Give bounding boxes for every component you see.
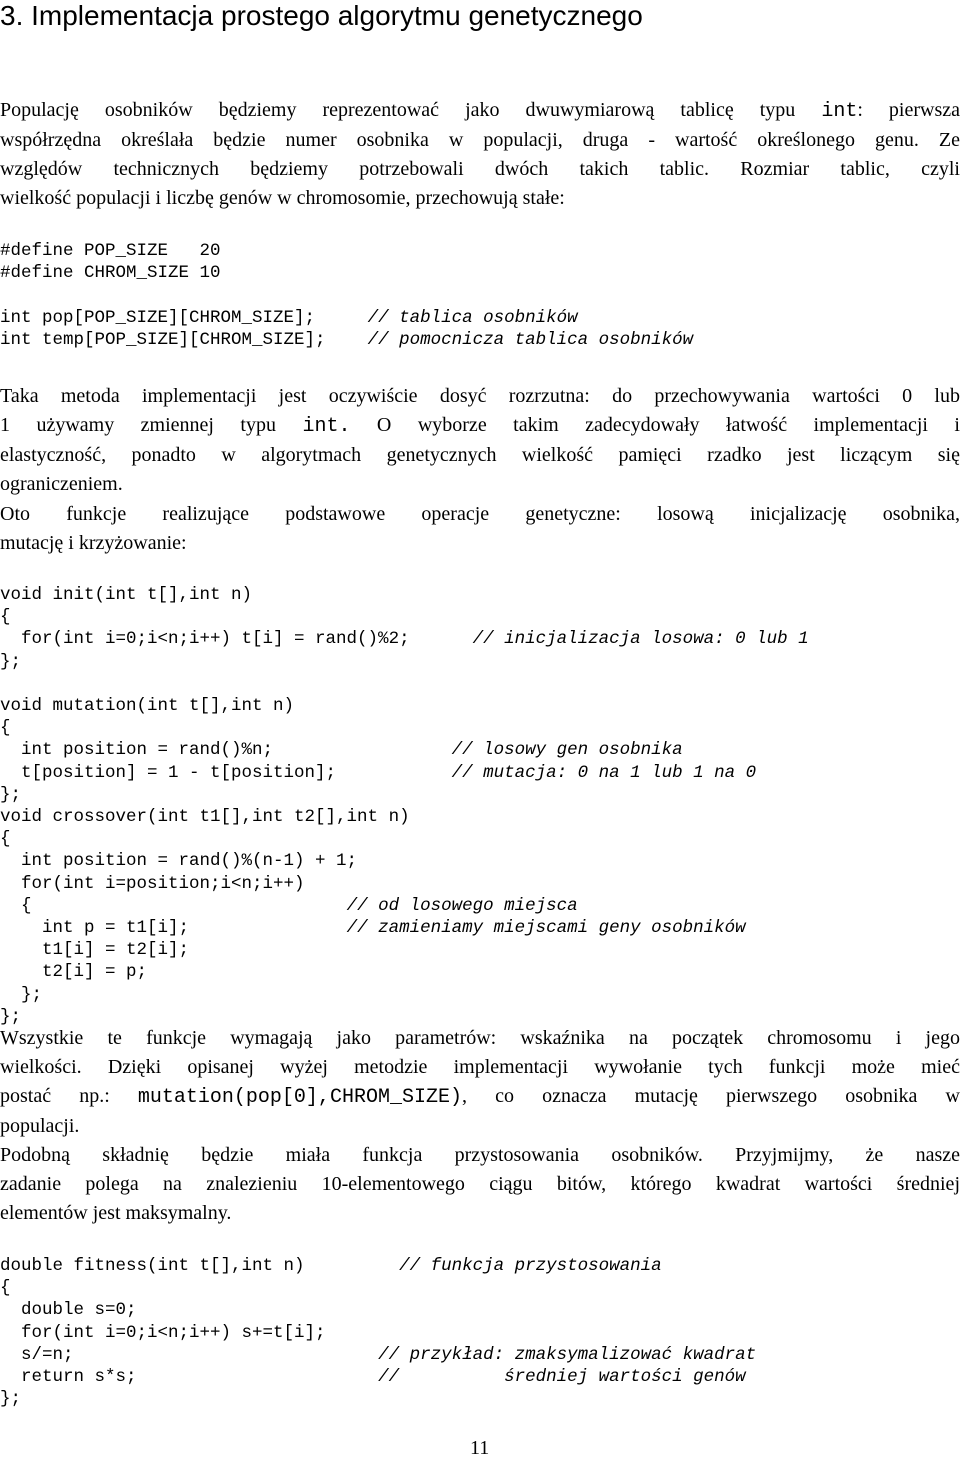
code-text: for(int i=0;i<n;i++) t[i] = rand()%2; [0,629,473,650]
text-line [0,411,960,441]
code-text: int p = t1[i]; [0,918,347,939]
code-line: double s=0; [0,1300,137,1321]
text-line: elementów jest maksymalny. [0,1202,232,1224]
code-comment: // średniej wartości genów [378,1367,746,1388]
code-line [0,1366,756,1388]
code-line [0,917,809,939]
text-line: ograniczeniem. [0,473,123,495]
inline-code: mutation(pop[0],CHROM_SIZE) [137,1086,462,1109]
text-line: Wszystkie te funkcje wymagają jako parametrów: wskaźnika na początek chromosomu i jego [0,1027,960,1049]
code-comment: // inicjalizacja losowa: 0 lub 1 [472,629,809,650]
code-line: for(int i=0;i<n;i++) s+=t[i]; [0,1322,326,1343]
code-comment: // losowy gen osobnika [451,740,683,761]
code-text: double fitness(int t[],int n) [0,1256,400,1276]
page-number: 11 [470,1437,490,1459]
code-line: { [0,718,11,739]
code-line: { [0,829,11,850]
code-line: t1[i] = t2[i]; [0,940,190,961]
code-comment: // tablica osobników [367,307,578,328]
code-text: s/=n; [0,1344,379,1365]
text-line: populacji. [0,1115,80,1137]
code-comment: // zamieniamy miejscami geny osobników [346,918,746,939]
code-line: void crossover(int t1[],int t2[],int n) [0,807,410,828]
code-line: }; [0,1006,22,1027]
code-block-fitness [0,1255,756,1410]
code-line: void mutation(int t[],int n) [0,696,295,717]
code-line [0,329,693,351]
text-line: elastyczność, ponadto w algorytmach genetycznych wielkość pamięci rzadko jest liczącym się [0,444,960,466]
paragraph-functions [0,500,960,558]
code-line: }; [0,784,22,805]
text-line: wielkość populacji i liczbę genów w chromosomie, przechowują stałe: [0,187,565,209]
paragraph-fitness [0,1141,960,1228]
text-line: Oto funkcje realizujące podstawowe operacje genetyczne: losową inicjalizację osobnika, [0,503,960,525]
text-span: O wyborze takim zadecydowały łatwość implementacji i [350,414,960,436]
text-line: współrzędna określała będzie numer osobnika w populacji, druga - wartość określonego genu. Ze [0,129,960,151]
paragraph-method [0,382,960,499]
code-line [0,762,809,784]
code-line-blank [0,284,693,306]
text-line: mutację i krzyżowanie: [0,532,187,554]
paragraph-parameters [0,1024,960,1141]
code-line: }; [0,1389,22,1410]
code-text: { [0,895,347,916]
code-line [0,895,809,917]
text-span: : pierwsza [857,99,960,121]
code-text: t[position] = 1 - t[position]; [0,762,452,783]
code-block-defines [0,240,693,351]
section-heading: 3. Implementacja prostego algorytmu genetycznego [0,0,643,31]
code-comment: // od losowego miejsca [346,895,578,916]
text-span: , co oznacza mutację pierwszego osobnika w [461,1085,960,1107]
code-line: t2[i] = p; [0,962,148,983]
text-span: Populację osobników będziemy reprezentować jako dwuwymiarową tablicę typu [0,99,822,121]
paragraph-intro [0,96,960,213]
text-line: zadanie polega na znalezieniu 10-elementowego ciągu bitów, którego kwadrat wartości średniej [0,1173,960,1195]
text-line [0,96,960,126]
code-line: { [0,1278,11,1299]
code-line [0,628,809,650]
inline-code: int. [302,415,351,438]
code-comment: // mutacja: 0 na 1 lub 1 na 0 [451,762,757,783]
code-line: #define CHROM_SIZE 10 [0,263,221,284]
code-line [0,1344,756,1366]
code-line: #define POP_SIZE 20 [0,241,221,261]
code-block-operators [0,584,809,1028]
code-line: { [0,607,11,628]
text-line: wielkości. Dzięki opisanej wyżej metodzie implementacji wywołanie tych funkcji może mieć [0,1056,960,1078]
code-comment: // przykład: zmaksymalizować kwadrat [378,1344,757,1365]
code-comment: // pomocnicza tablica osobników [367,329,694,350]
text-line: Taka metoda implementacji jest oczywiście dosyć rozrzutna: do przechowywania wartości 0 lub [0,385,960,407]
code-text: int position = rand()%n; [0,740,452,761]
code-line: void init(int t[],int n) [0,585,253,605]
code-line: }; [0,651,22,672]
text-span: 1 używamy zmiennej typu [0,414,303,436]
text-line: względów technicznych będziemy potrzebowali dwóch takich tablic. Rozmiar tablic, czyli [0,158,960,180]
code-comment: // funkcja przystosowania [399,1256,662,1276]
inline-code: int [821,100,858,123]
code-text: return s*s; [0,1367,379,1388]
code-line [0,307,693,329]
code-line: for(int i=position;i<n;i++) [0,873,305,894]
code-line-blank [0,673,809,695]
code-line: }; [0,984,43,1005]
text-line [0,1082,960,1112]
code-line [0,739,809,761]
code-line [0,1255,756,1277]
code-text: int pop[POP_SIZE][CHROM_SIZE]; [0,307,368,328]
text-line: Podobną składnię będzie miała funkcja przystosowania osobników. Przyjmijmy, że nasze [0,1144,960,1166]
text-span: postać np.: [0,1085,138,1107]
code-line: int position = rand()%(n-1) + 1; [0,851,358,872]
code-text: int temp[POP_SIZE][CHROM_SIZE]; [0,329,368,350]
